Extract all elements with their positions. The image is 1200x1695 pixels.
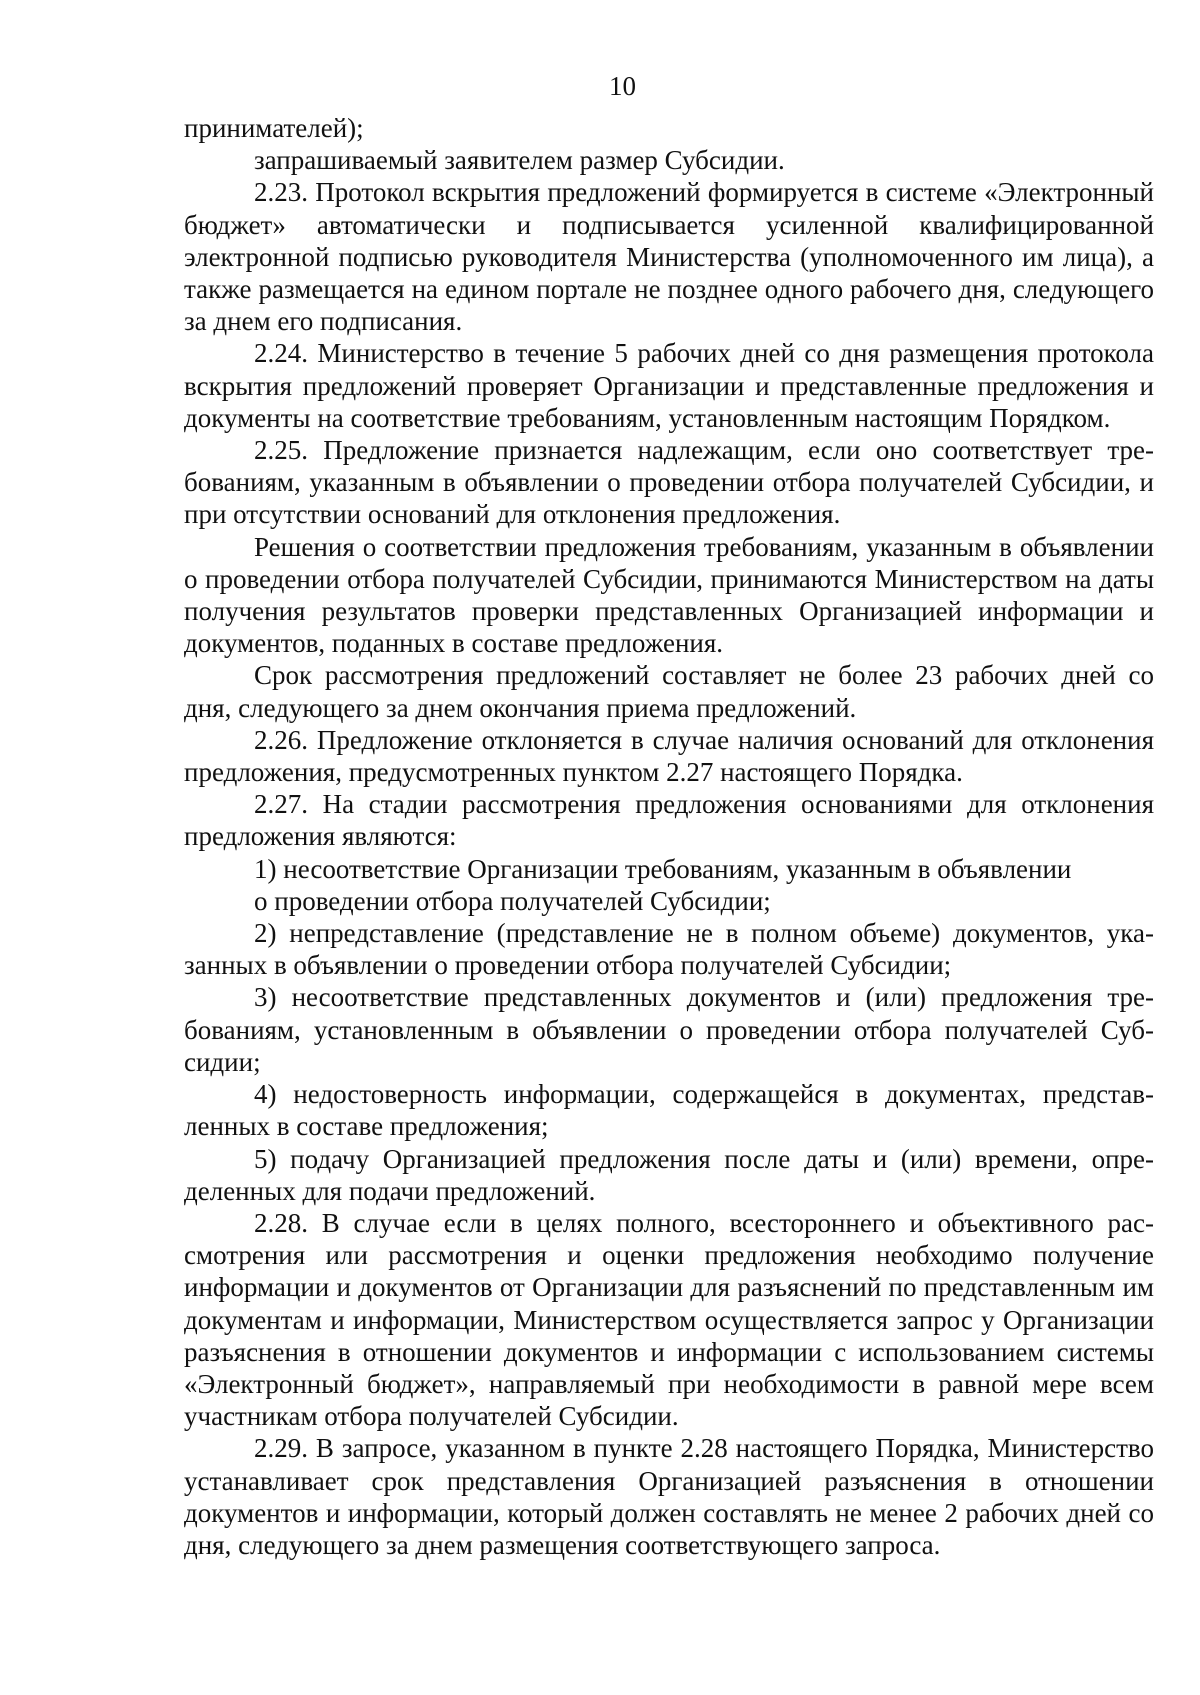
paragraph: 2.23. Протокол вскрытия предложений формируется в системе «Электронный бюджет» автоматически и подписывается усиленной квалифицированной электронной подписью руководителя Министерства (уполномоченного им лица), а также размещается на едином портале не позднее одного рабочего дня, следующего за днем его подписания.: [184, 177, 1154, 337]
paragraph: 2.29. В запросе, указанном в пункте 2.28 настоящего Порядка, Министерство устанавливает срок представления Организацией разъяснения в отношении документов и информации, который должен составлять не менее 2 рабочих дней со дня, следующего за днем размещения соответствующего запроса.: [184, 1433, 1154, 1560]
list-item: 5) подачу Организацией предложения после даты и (или) времени, определенных для подачи предложений.: [184, 1143, 1154, 1206]
paragraph: запрашиваемый заявителем размер Субсидии.: [254, 145, 785, 176]
list-item: о проведении отбора получателей Субсидии;: [254, 885, 771, 916]
paragraph: 2.26. Предложение отклоняется в случае наличия оснований для отклонения предложения, предусмотренных пунктом 2.27 настоящего Порядка.: [184, 724, 1154, 788]
page-number: 10: [609, 71, 636, 101]
paragraph: 2.28. В случае если в целях полного, всестороннего и объективного рассмотрения или рассмотрения и оценки предложения необходимо получение информации и документов от Организации для разъяснений по представленным им документам и информации, Министерством осуществляется запрос у Организации разъяснения в отношении документов и информации с использованием системы «Электронный бюджет», направляемый при необходимости в равной мере всем участникам отбора получателей Субсидии.: [184, 1207, 1154, 1432]
list-item: 1) несоответствие Организации требованиям, указанным в объявлении: [254, 853, 1072, 884]
body-text: [184, 112, 1154, 1561]
paragraph: Решения о соответствии предложения требованиям, указанным в объявлении о проведении отбора получателей Субсидии, принимаются Министерством на даты получения результатов проверки представленных Организацией информации и документов, поданных в составе предложения.: [184, 531, 1154, 659]
list-item: 3) несоответствие представленных документов и (или) предложения требованиям, установленным в объявлении о проведении отбора получателей Субсидии;: [184, 982, 1154, 1077]
list-item: 2) непредставление (представление не в полном объеме) документов, указанных в объявлении о проведении отбора получателей Субсидии;: [184, 918, 1154, 981]
paragraph: 2.27. На стадии рассмотрения предложения основаниями для отклонения предложения являются:: [184, 789, 1154, 852]
paragraph: 2.25. Предложение признается надлежащим, если оно соответствует требованиям, указанным в объявлении о проведении отбора получателей Субсидии, и при отсутствии оснований для отклонения предложения.: [184, 435, 1154, 530]
paragraph: Срок рассмотрения предложений составляет не более 23 рабочих дней со дня, следующего за днем окончания приема предложений.: [184, 660, 1154, 723]
list-item: 4) недостоверность информации, содержащейся в документах, представленных в составе предложения;: [184, 1079, 1154, 1142]
paragraph: 2.24. Министерство в течение 5 рабочих дней со дня размещения протокола вскрытия предложений проверяет Организации и представленные предложения и документы на соответствие требованиям, установленным настоящим Порядком.: [184, 338, 1154, 433]
paragraph: принимателей);: [184, 113, 364, 143]
